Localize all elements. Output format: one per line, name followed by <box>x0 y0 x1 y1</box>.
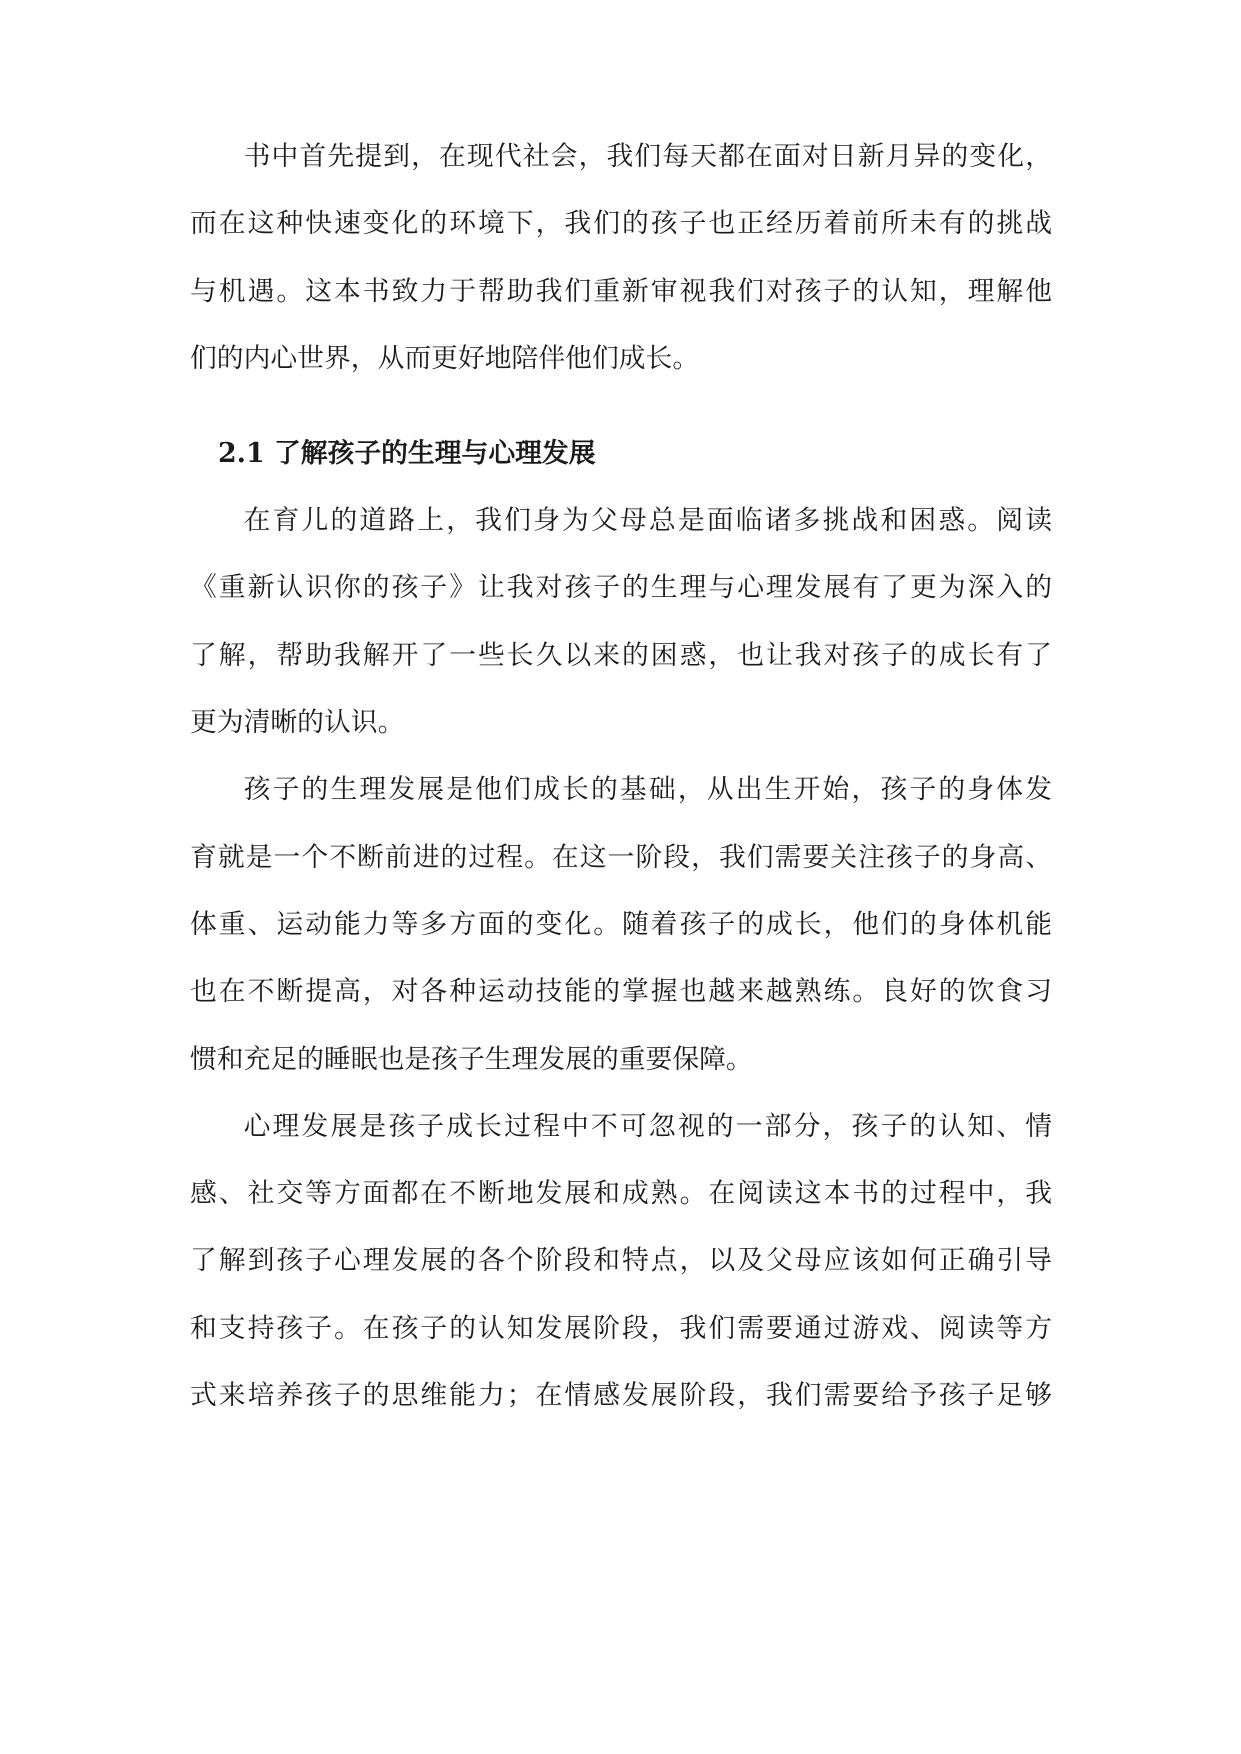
intro-paragraph <box>190 123 1052 392</box>
paragraph-line: 书中首先提到，在现代社会，我们每天都在面对日新月异的变化， <box>243 141 1052 172</box>
paragraph-line: 惯和充足的睡眠也是孩子生理发展的重要保障。 <box>190 1043 753 1075</box>
paragraph-line: 了解，帮助我解开了一些长久以来的困惑，也让我对孩子的成长有了 <box>190 639 1052 671</box>
paragraph-line: 孩子的生理发展是他们成长的基础，从出生开始，孩子的身体发 <box>243 774 1052 806</box>
paragraph-line: 而在这种快速变化的环境下，我们的孩子也正经历着前所未有的挑战 <box>190 208 1052 240</box>
body-paragraph <box>190 756 1052 1092</box>
paragraph-line: 更为清晰的认识。 <box>190 707 405 739</box>
paragraph-line: 与机遇。这本书致力于帮助我们重新审视我们对孩子的认知，理解他 <box>190 275 1052 307</box>
paragraph-line: 也在不断提高，对各种运动技能的掌握也越来越熟练。良好的饮食习 <box>190 976 1052 1008</box>
paragraph-line: 感、社交等方面都在不断地发展和成熟。在阅读这本书的过程中，我 <box>190 1178 1052 1210</box>
paragraph-line: 和支持孩子。在孩子的认知发展阶段，我们需要通过游戏、阅读等方 <box>190 1312 1052 1344</box>
paragraph-line: 育就是一个不断前进的过程。在这一阶段，我们需要关注孩子的身高、 <box>190 841 1052 873</box>
paragraph-line: 心理发展是孩子成长过程中不可忽视的一部分，孩子的认知、情 <box>243 1110 1052 1142</box>
body-paragraph <box>190 487 1052 756</box>
paragraph-line: 了解到孩子心理发展的各个阶段和特点，以及父母应该如何正确引导 <box>190 1245 1052 1277</box>
paragraph-line: 体重、运动能力等多方面的变化。随着孩子的成长，他们的身体机能 <box>190 908 1052 940</box>
paragraph-line: 在育儿的道路上，我们身为父母总是面临诸多挑战和困惑。阅读 <box>243 505 1052 537</box>
paragraph-line: 式来培养孩子的思维能力；在情感发展阶段，我们需要给予孩子足够 <box>190 1380 1052 1412</box>
document-page <box>190 123 1052 1429</box>
paragraph-line: 们的内心世界，从而更好地陪伴他们成长。 <box>190 342 700 374</box>
body-paragraph <box>190 1093 1052 1429</box>
paragraph-line: 《重新认识你的孩子》让我对孩子的生理与心理发展有了更为深入的 <box>190 572 1052 604</box>
section-heading: 2.1 了解孩子的生理与心理发展 <box>218 438 596 470</box>
